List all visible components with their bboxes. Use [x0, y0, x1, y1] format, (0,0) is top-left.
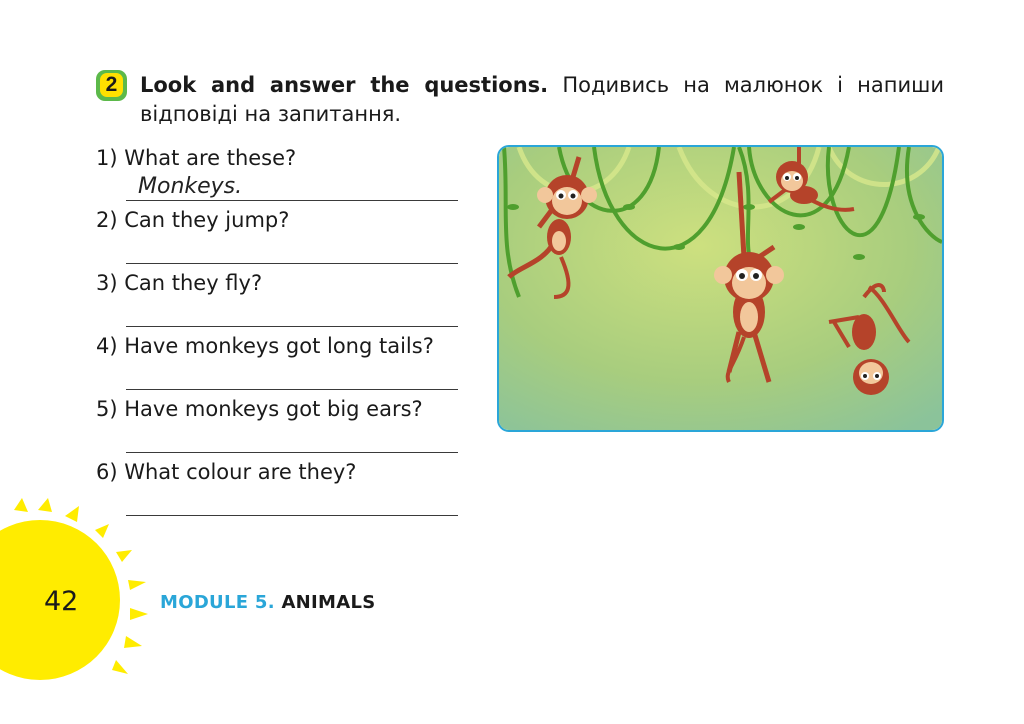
question-1: 1) What are these? — [96, 146, 297, 170]
instruction-ukrainian: Подивись на малюнок і напиши відповіді на запитання. — [140, 73, 944, 126]
question-5: 5) Have monkeys got big ears? — [96, 397, 423, 421]
exercise-number-badge — [96, 70, 127, 101]
answer-line-3[interactable] — [126, 326, 458, 327]
page-number: 42 — [44, 586, 79, 617]
module-footer — [160, 592, 376, 614]
question-6: 6) What colour are they? — [96, 460, 357, 484]
module-topic: ANIMALS — [281, 592, 376, 613]
question-3: 3) Can they fly? — [96, 271, 263, 295]
exercise-number: 2 — [100, 73, 123, 97]
sun-decoration-icon — [0, 490, 160, 680]
instruction-english: Look and answer the questions. — [140, 73, 549, 97]
monkeys-on-vines-icon — [499, 147, 942, 430]
answer-line-6[interactable] — [126, 515, 458, 516]
module-label: MODULE 5. — [160, 592, 275, 613]
answer-1-handwritten[interactable]: Monkeys. — [138, 174, 243, 199]
question-2: 2) Can they jump? — [96, 208, 290, 232]
answer-line-1[interactable] — [126, 200, 458, 201]
answer-line-2[interactable] — [126, 263, 458, 264]
exercise-instructions — [140, 71, 944, 129]
answer-line-5[interactable] — [126, 452, 458, 453]
answer-line-4[interactable] — [126, 389, 458, 390]
monkeys-illustration — [497, 145, 944, 432]
question-4: 4) Have monkeys got long tails? — [96, 334, 434, 358]
